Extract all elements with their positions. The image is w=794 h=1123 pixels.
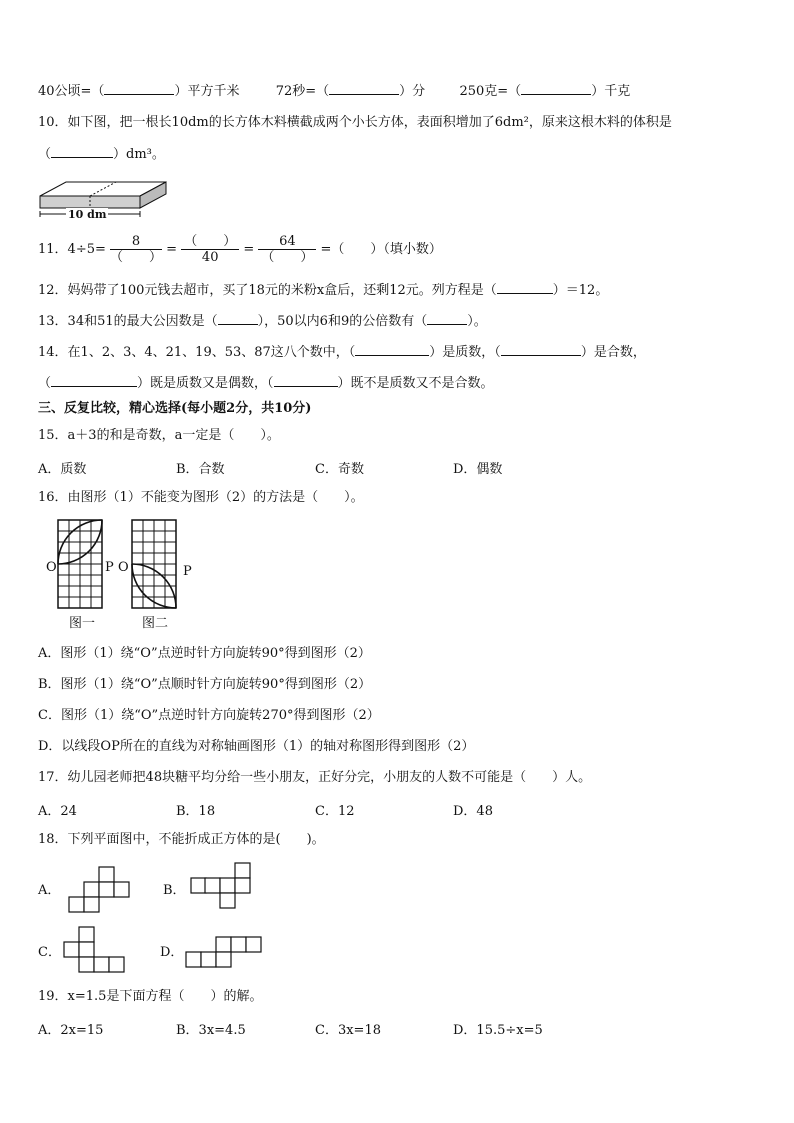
option-a[interactable]: A．质数 xyxy=(38,462,87,477)
grid-figure-1 xyxy=(58,520,102,608)
question-11: 11．4÷5= $\frac{8}{( )}$ = $\frac{( )}{40}$ = $\frac{64}{( )}$ =（ ）（填小数） xyxy=(38,234,442,265)
option-b[interactable]: B．3x=4.5 xyxy=(176,1023,246,1038)
option-a[interactable]: A．图形（1）绕“O”点逆时针方向旋转90°得到图形（2） xyxy=(38,646,371,661)
option-d[interactable]: D．48 xyxy=(453,804,493,819)
option-c[interactable]: C．12 xyxy=(315,804,355,819)
fraction-2: $\frac{( )}{40}$ xyxy=(181,234,239,265)
option-d[interactable]: D．以线段OP所在的直线为对称轴画图形（1）的轴对称图形得到图形（2） xyxy=(38,739,475,754)
option-d[interactable]: D． xyxy=(160,945,184,960)
answer-blank[interactable] xyxy=(274,374,338,387)
grid-figure-2 xyxy=(132,520,176,608)
fraction-1: $\frac{8}{( )}$ xyxy=(110,234,163,265)
answer-blank[interactable] xyxy=(501,343,581,356)
option-c[interactable]: C． xyxy=(38,945,61,960)
figure-caption-1: 图一 xyxy=(69,616,96,631)
option-d[interactable]: D．15.5÷x=5 xyxy=(453,1023,543,1038)
option-a[interactable]: A．24 xyxy=(38,804,77,819)
answer-blank[interactable] xyxy=(104,82,174,95)
section-heading: 三、反复比较，精心选择(每小题2分，共10分) xyxy=(38,401,312,416)
option-b[interactable]: B． xyxy=(163,883,186,898)
point-o-label-1: O xyxy=(46,560,57,575)
cube-net-c xyxy=(63,926,125,974)
figure-length-label: 10 dm xyxy=(68,208,107,221)
point-o-label-2: O xyxy=(118,560,129,575)
answer-blank[interactable] xyxy=(51,374,137,387)
question-10-stem: 10．如下图，把一根长10dm的长方体木料横截成两个小长方体，表面积增加了6dm²，原来这根木料的体积是 xyxy=(38,115,672,130)
point-p-label-2: P xyxy=(183,564,192,579)
question-19-stem: 19．x=1.5是下面方程（ ）的解。 xyxy=(38,989,263,1004)
answer-blank[interactable] xyxy=(521,82,591,95)
question-16-stem: 16．由图形（1）不能变为图形（2）的方法是（ ）。 xyxy=(38,490,364,505)
point-p-label-1: P xyxy=(105,560,114,575)
option-b[interactable]: B．合数 xyxy=(176,462,225,477)
question-18-stem: 18．下列平面图中，不能折成正方体的是( )。 xyxy=(38,832,325,847)
option-c[interactable]: C．奇数 xyxy=(315,462,364,477)
cube-net-a xyxy=(69,866,131,914)
question-13: 13．34和51的最大公因数是（ ），50以内6和9的公倍数有（ ）。 xyxy=(38,314,487,329)
answer-blank[interactable] xyxy=(329,82,399,95)
question-12: 12．妈妈带了100元钱去超市，买了18元的米粉x盒后，还剩12元。列方程是（ ）＝12。 xyxy=(38,283,609,298)
cube-net-d xyxy=(186,936,264,970)
question-14-line2: （ ）既是质数又是偶数，（ ）既不是质数又不是合数。 xyxy=(38,376,494,391)
option-b[interactable]: B．18 xyxy=(176,804,216,819)
option-d[interactable]: D．偶数 xyxy=(453,462,503,477)
option-c[interactable]: C．图形（1）绕“O”点逆时针方向旋转270°得到图形（2） xyxy=(38,708,380,723)
option-a[interactable]: A．2x=15 xyxy=(38,1023,104,1038)
q9-line: 40公顷=（ ）平方千米 72秒=（ ）分 250克=（ ）千克 xyxy=(38,84,631,99)
question-15-stem: 15．a＋3的和是奇数，a一定是（ ）。 xyxy=(38,428,280,443)
option-c[interactable]: C．3x=18 xyxy=(315,1023,381,1038)
answer-blank[interactable] xyxy=(497,281,553,294)
option-a[interactable]: A． xyxy=(38,883,61,898)
question-10-answer-line: （ ）dm³。 xyxy=(38,147,165,162)
answer-blank[interactable] xyxy=(218,312,258,325)
answer-blank[interactable] xyxy=(51,145,113,158)
figure-caption-2: 图二 xyxy=(142,616,169,631)
fraction-3: $\frac{64}{( )}$ xyxy=(258,234,316,265)
option-b[interactable]: B．图形（1）绕“O”点顺时针方向旋转90°得到图形（2） xyxy=(38,677,372,692)
answer-blank[interactable] xyxy=(427,312,467,325)
cube-net-b xyxy=(191,862,253,910)
question-17-stem: 17．幼儿园老师把48块糖平均分给一些小朋友，正好分完，小朋友的人数不可能是（ ）人。 xyxy=(38,770,592,785)
answer-blank[interactable] xyxy=(355,343,429,356)
question-14-line1: 14．在1、2、3、4、21、19、53、87这八个数中，（ ）是质数，（ ）是合数， xyxy=(38,345,646,360)
